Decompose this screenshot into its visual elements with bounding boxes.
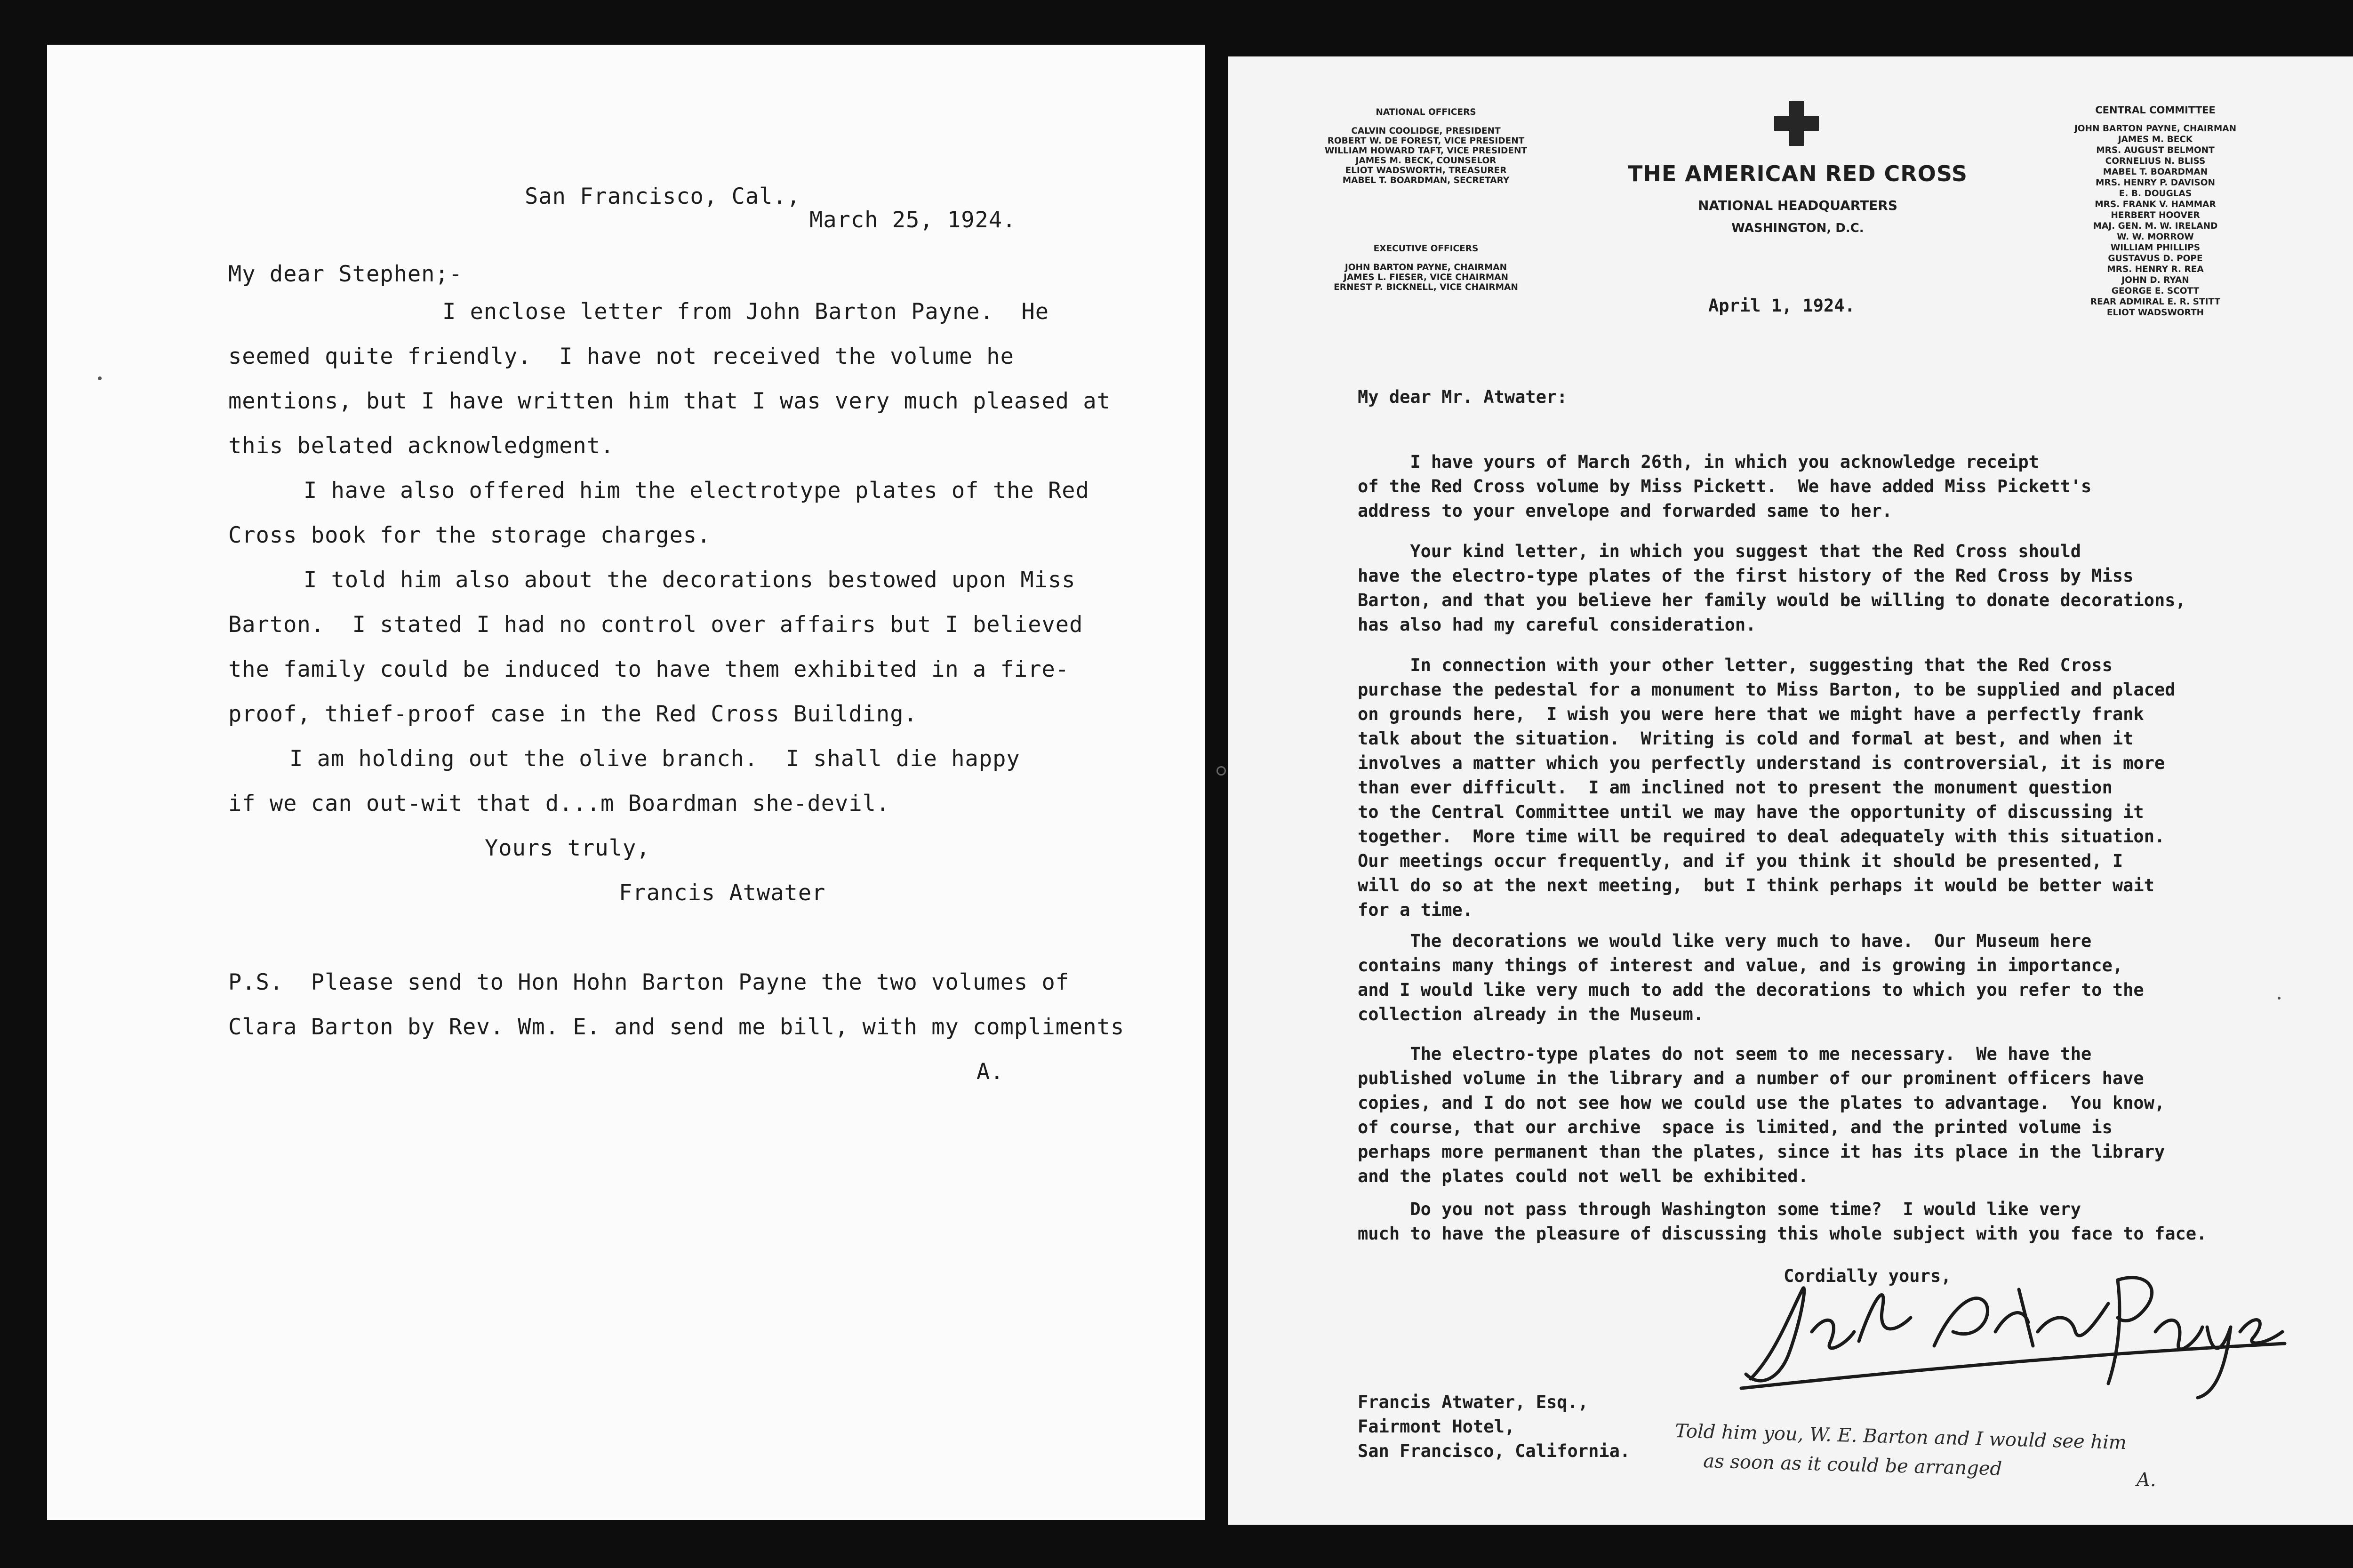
body-line: much to have the pleasure of discussing this whole subject with you face to face. (1358, 1224, 2207, 1244)
postscript-line: P.S. Please send to Hon Hohn Barton Payne the two volumes of (228, 969, 1070, 995)
committee-member: JAMES M. BECK (2118, 135, 2193, 144)
executive-officers-list (1280, 263, 1572, 292)
officer-line: CALVIN COOLIDGE, PRESIDENT (1351, 126, 1501, 136)
body-line: on grounds here, I wish you were here that we might have a perfectly frank (1358, 704, 2144, 724)
addressee-line: Francis Atwater, Esq., (1358, 1392, 1589, 1412)
committee-member: HERBERT HOOVER (2111, 210, 2200, 220)
body-line: perhaps more permanent than the plates, since it has its place in the library (1358, 1142, 2165, 1162)
body-line: The decorations we would like very much to have. Our Museum here (1358, 931, 2092, 951)
body-line: mentions, but I have written him that I was very much pleased at (228, 388, 1111, 414)
body-line: to the Central Committee until we may have the opportunity of discussing it (1358, 802, 2144, 822)
central-committee-title: CENTRAL COMMITTEE (2095, 104, 2216, 116)
body-line: Your kind letter, in which you suggest that the Red Cross should (1358, 541, 2081, 561)
addressee-line: Fairmont Hotel, (1358, 1416, 1515, 1437)
body-line: seemed quite friendly. I have not received the volume he (228, 344, 1014, 369)
letter-salutation: My dear Mr. Atwater: (1358, 387, 1568, 407)
body-line: address to your envelope and forwarded same to her. (1358, 501, 1893, 521)
central-committee-list (2038, 123, 2273, 318)
body-line: I am holding out the olive branch. I shall die happy (289, 746, 1020, 772)
letter-date: April 1, 1924. (1708, 296, 1855, 316)
officer-line: ELIOT WADSWORTH, TREASURER (1345, 166, 1507, 176)
committee-member: E. B. DOUGLAS (2119, 189, 2192, 199)
page-speck (2278, 997, 2281, 1000)
body-line: and the plates could not well be exhibited. (1358, 1166, 1809, 1186)
body-line: Do you not pass through Washington some time? I would like very (1358, 1199, 2081, 1219)
letter-closing: Cordially yours, (1784, 1266, 1952, 1286)
letter-date: March 25, 1924. (809, 207, 1016, 233)
committee-member: MRS. FRANK V. HAMMAR (2095, 200, 2216, 209)
org-subtitle: NATIONAL HEADQUARTERS (1697, 198, 1898, 213)
committee-member: MAJ. GEN. M. W. IRELAND (2093, 221, 2218, 231)
body-line: involves a matter which you perfectly understand is controversial, it is more (1358, 753, 2165, 773)
body-line: this belated acknowledgment. (228, 433, 615, 459)
body-line: copies, and I do not see how we could use the plates to advantage. You know, (1358, 1093, 2165, 1113)
handwritten-initial: A. (2137, 1469, 2156, 1491)
handwritten-note-line: as soon as it could be arranged (1703, 1450, 2002, 1480)
committee-member: W. W. MORROW (2117, 232, 2194, 242)
page-speck (98, 376, 102, 380)
body-line: together. More time will be required to deal adequately with this situation. (1358, 826, 2165, 847)
body-line: contains many things of interest and value, and is growing in importance, (1358, 955, 2123, 976)
body-line: has also had my careful consideration. (1358, 615, 1756, 635)
body-line: In connection with your other letter, suggesting that the Red Cross (1358, 655, 2113, 675)
committee-member: ELIOT WADSWORTH (2106, 308, 2204, 318)
committee-member: MRS. AUGUST BELMONT (2096, 145, 2215, 155)
body-line: and I would like very much to add the decorations to which you refer to the (1358, 980, 2144, 1000)
officer-line: JAMES L. FIESER, VICE CHAIRMAN (1343, 272, 1509, 282)
org-name: THE AMERICAN RED CROSS (1627, 161, 1968, 186)
body-line: I have yours of March 26th, in which you acknowledge receipt (1358, 452, 2039, 472)
body-line: talk about the situation. Writing is cold and formal at best, and when it (1358, 728, 2134, 749)
addressee-line: San Francisco, California. (1358, 1441, 1631, 1461)
handwritten-signature (1732, 1261, 2287, 1402)
letter-salutation: My dear Stephen;- (228, 261, 463, 287)
body-line: of the Red Cross volume by Miss Pickett. We have added Miss Pickett's (1358, 476, 2092, 496)
body-line: Our meetings occur frequently, and if you think it should be presented, I (1358, 851, 2123, 871)
committee-member: WILLIAM PHILLIPS (2110, 243, 2201, 253)
red-cross-emblem-icon (1774, 101, 1819, 146)
letter-place: San Francisco, Cal., (525, 184, 800, 209)
body-line: proof, thief-proof case in the Red Cross Building. (228, 701, 918, 727)
officer-line: ROBERT W. DE FOREST, VICE PRESIDENT (1327, 136, 1525, 146)
letter-closing: Yours truly, (485, 835, 650, 861)
org-city: WASHINGTON, D.C. (1731, 221, 1864, 235)
committee-member: MABEL T. BOARDMAN (2103, 167, 2208, 177)
officer-line: WILLIAM HOWARD TAFT, VICE PRESIDENT (1324, 146, 1528, 156)
body-line: the family could be induced to have them exhibited in a fire- (228, 656, 1070, 682)
body-line: Cross book for the storage charges. (228, 522, 711, 548)
committee-member: GEORGE E. SCOTT (2111, 286, 2200, 296)
page-speck (1217, 766, 1226, 776)
body-line: of course, that our archive space is limited, and the printed volume is (1358, 1117, 2113, 1137)
committee-member: MRS. HENRY P. DAVISON (2096, 178, 2215, 188)
letter-page-left (47, 45, 1205, 1520)
body-line: Barton, and that you believe her family would be willing to donate decorations, (1358, 590, 2186, 610)
body-line: I told him also about the decorations bestowed upon Miss (304, 567, 1076, 593)
handwritten-note-line: Told him you, W. E. Barton and I would see him (1674, 1420, 2127, 1454)
postscript-initial: A. (976, 1059, 1004, 1085)
body-line: I enclose letter from John Barton Payne. He (442, 299, 1049, 325)
body-line: than ever difficult. I am inclined not to present the monument question (1358, 777, 2113, 798)
letter-signer: Francis Atwater (619, 880, 826, 906)
officer-line: JAMES M. BECK, COUNSELOR (1355, 156, 1497, 166)
body-line: if we can out-wit that d...m Boardman she-devil. (228, 791, 890, 816)
executive-officers-title: EXECUTIVE OFFICERS (1373, 244, 1479, 254)
body-line: I have also offered him the electrotype plates of the Red (304, 478, 1089, 504)
national-officers-list (1280, 126, 1572, 185)
body-line: for a time. (1358, 900, 1473, 920)
body-line: Barton. I stated I had no control over affairs but I believed (228, 612, 1083, 638)
body-line: will do so at the next meeting, but I think perhaps it would be better wait (1358, 875, 2154, 896)
body-line: have the electro-type plates of the first history of the Red Cross by Miss (1358, 566, 2134, 586)
body-line: purchase the pedestal for a monument to Miss Barton, to be supplied and placed (1358, 680, 2176, 700)
postscript-line: Clara Barton by Rev. Wm. E. and send me bill, with my compliments (228, 1014, 1125, 1040)
body-line: The electro-type plates do not seem to me necessary. We have the (1358, 1044, 2092, 1064)
body-line: published volume in the library and a number of our prominent officers have (1358, 1068, 2144, 1088)
committee-member: JOHN D. RYAN (2121, 275, 2189, 285)
committee-member: CORNELIUS N. BLISS (2105, 156, 2206, 166)
officer-line: MABEL T. BOARDMAN, SECRETARY (1342, 176, 1510, 185)
officer-line: JOHN BARTON PAYNE, CHAIRMAN (1345, 263, 1507, 272)
committee-member: REAR ADMIRAL E. R. STITT (2090, 297, 2221, 307)
national-officers-title: NATIONAL OFFICERS (1376, 107, 1476, 117)
committee-member: JOHN BARTON PAYNE, CHAIRMAN (2074, 124, 2237, 134)
body-line: collection already in the Museum. (1358, 1004, 1704, 1024)
committee-member: MRS. HENRY R. REA (2107, 264, 2204, 274)
officer-line: ERNEST P. BICKNELL, VICE CHAIRMAN (1334, 282, 1518, 292)
committee-member: GUSTAVUS D. POPE (2108, 254, 2203, 264)
